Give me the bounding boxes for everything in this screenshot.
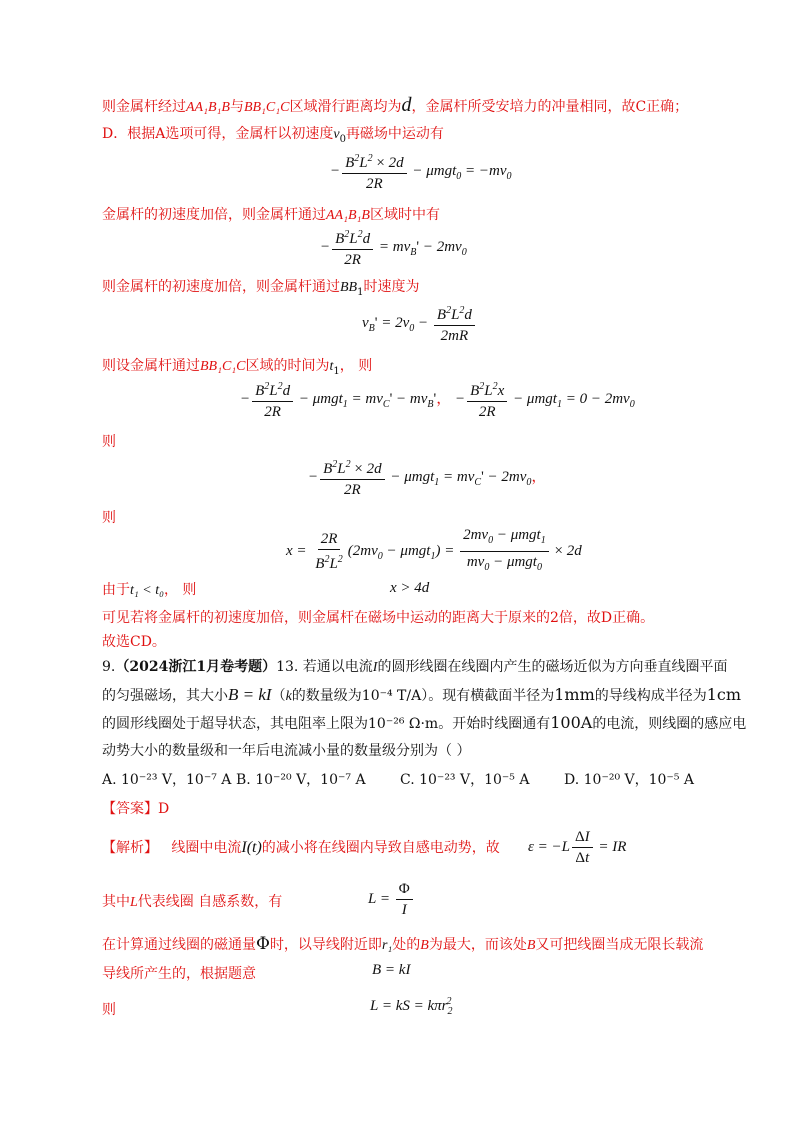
text: 13. 若通以电流 (276, 659, 373, 675)
subscript: 1 (357, 286, 364, 298)
value: 100A (550, 713, 593, 732)
question-tag: （2024浙江1月卷考题） (115, 659, 277, 675)
var-It: I(t) (241, 839, 262, 856)
text: 由于 (102, 582, 130, 598)
text: ， 则 (339, 358, 373, 374)
text-line-7 (102, 608, 654, 628)
var-I: I (372, 660, 378, 675)
var-phi: Φ (256, 934, 270, 954)
inequality: t₁ < t₀ (130, 583, 164, 598)
text: 时，以导线附近即 (269, 937, 382, 953)
text: 其中 (102, 894, 130, 910)
analysis-line (102, 838, 500, 858)
text: 则 (102, 1002, 116, 1018)
region-label: BB₁C₁C (200, 359, 246, 374)
option-b: B. 10⁻²⁰ V，10⁻⁷ A (236, 772, 366, 788)
text: 区域滑行距离均为 (289, 99, 402, 115)
text-line-1 (102, 95, 688, 118)
text: 则金属杆的初速度加倍，则金属杆通过 (102, 279, 340, 295)
text: 则金属杆经过 (102, 99, 186, 115)
formula: B = kI (228, 685, 272, 704)
text: 动势大小的数量级和一年后电流减小量的数量级分别为（ ） (102, 743, 471, 759)
text: 又可把线圈当成无限长载流 (535, 937, 704, 953)
text-line-10 (102, 934, 703, 956)
text-line-6 (102, 580, 196, 601)
var-B: B (526, 938, 536, 953)
text: 与 (229, 99, 244, 115)
question-line-1 (102, 657, 727, 678)
text: 的数量级为 (291, 688, 362, 704)
question-line-3 (102, 713, 746, 734)
text: 线圈中电流 (171, 840, 242, 856)
inequality-result: x > 4d (390, 580, 430, 596)
equation-B: B = kI (372, 962, 411, 978)
equation-5: − $\frac{B^2L^2 \times 2d}{2R}$ − $\mu mgt_1 = mv_C' - 2mv_0$， (308, 456, 546, 499)
option-a: A. 10⁻²³ V，10⁻⁷ A (102, 772, 232, 788)
text: 则 (102, 510, 116, 526)
value: 1cm (706, 685, 742, 704)
value: 1mm (554, 685, 595, 704)
var-t: t (329, 359, 334, 374)
text-line-12 (102, 1000, 116, 1020)
text: 的匀强磁场，其大小 (102, 688, 228, 704)
analysis-label: 【解析】 (102, 840, 158, 856)
region-label: AA₁B₁B (326, 208, 370, 223)
text: ，金属杆所受安培力的冲量相同，故C正确； (411, 99, 689, 115)
text: ， 则 (163, 582, 197, 598)
text: 时速度为 (363, 279, 420, 295)
region-label: AA₁B₁B (186, 100, 230, 115)
question-line-4 (102, 741, 470, 761)
text-line-4 (102, 277, 419, 303)
option-d: D. 10⁻²⁰ V，10⁻⁵ A (564, 772, 694, 788)
text: 为最大，而该处 (428, 937, 527, 953)
text: 区域时中有 (369, 207, 440, 223)
text: 代表线圈 自感系数，有 (137, 894, 283, 910)
text: 区域的时间为 (245, 358, 330, 374)
text-line-11 (102, 964, 256, 984)
var-bb: BB (340, 280, 358, 295)
text-line-8 (102, 632, 166, 652)
equation-1: − $\frac{B^2L^2 \times 2d}{2R}$ − $\mu mgt_0 = -mv_0$ (330, 150, 512, 193)
text: 金属杆的初速度加倍，则金属杆通过 (102, 207, 326, 223)
text: D．根据A选项可得，金属杆以初速度 (102, 126, 334, 142)
var-v: v (333, 127, 340, 142)
var-L: L (130, 895, 138, 910)
text: （ (271, 688, 286, 704)
subscript: 1 (333, 365, 340, 377)
var-r1: r₁ (381, 938, 393, 953)
text: 的圆形线圈处于超导状态，其电阻率上限为 (102, 716, 368, 732)
question-number: 9. (102, 659, 116, 675)
text: 则设金属杆通过 (102, 358, 200, 374)
equation-emf: ε = −L $\frac{\Delta I}{\Delta t}$ = IR (528, 829, 627, 866)
equation-2: − $\frac{B^2L^2d}{2R}$ = $mv_B' - 2mv_0$ (320, 226, 467, 269)
equation-3: $v_B' = 2v_0$ − $\frac{B^2L^2d}{2mR}$ (362, 302, 477, 345)
text: 。开始时线圈通有 (438, 716, 551, 732)
text: 的电流，则线圈的感应电 (592, 716, 747, 732)
text: 的导线构成半径为 (594, 688, 707, 704)
equation-L: L = $\frac{\Phi}{I}$ (368, 880, 415, 919)
text: 则 (102, 434, 116, 450)
text: 处的 (392, 937, 421, 953)
text: 可见若将金属杆的初速度加倍，则金属杆在磁场中运动的距离大于原来的2倍，故D正确。 (102, 610, 655, 626)
question-line-2 (102, 685, 741, 707)
text: 再磁场中运动有 (345, 126, 444, 142)
equation-L2: L = kS = kπr$_2^2$ (370, 996, 453, 1017)
equation-6: x = $\frac{2R}{B^2L^2}$ $(2mv_0 - \mu mgt_1)$ = $\frac{2mv_0 - \mu mgt_1}{mv_0 - \mu mgt_0}$ × 2d (286, 527, 582, 573)
var-k: k (285, 689, 292, 704)
text: 的减小将在线圈内导致自感电动势，故 (261, 840, 500, 856)
text-line-ze1 (102, 432, 116, 452)
text-line-ze2 (102, 508, 116, 528)
var-B: B (420, 938, 429, 953)
text-line-3 (102, 205, 440, 226)
value: 10⁻²⁶ Ω·m (368, 716, 439, 732)
text-line-2 (102, 124, 444, 150)
answer-label: 【答案】D (102, 801, 170, 817)
subscript: 0 (339, 133, 346, 145)
var-d: d (401, 94, 412, 116)
option-c: C. 10⁻²³ V，10⁻⁵ A (400, 772, 530, 788)
text: 的圆形线圈在线圈内产生的磁场近似为方向垂直线圈平面 (377, 659, 728, 675)
text: 导线所产生的，根据题意 (102, 966, 256, 982)
text: ）。现有横截面半径为 (421, 688, 555, 704)
answer-line (102, 799, 169, 819)
region-label: BB₁C₁C (243, 100, 290, 115)
value: 10⁻⁴ T/A (361, 688, 422, 704)
text-line-9 (102, 892, 282, 913)
text: 在计算通过线圈的磁通量 (102, 937, 256, 953)
equation-4: − $\frac{B^2L^2d}{2R}$ − $\mu mgt_1 = mv_C' - mv_B'$， − $\frac{B^2L^2x}{2R}$ − $\mu mgt_1 = 0 - 2mv_0$ (240, 378, 635, 421)
text: 故选CD。 (102, 634, 166, 650)
